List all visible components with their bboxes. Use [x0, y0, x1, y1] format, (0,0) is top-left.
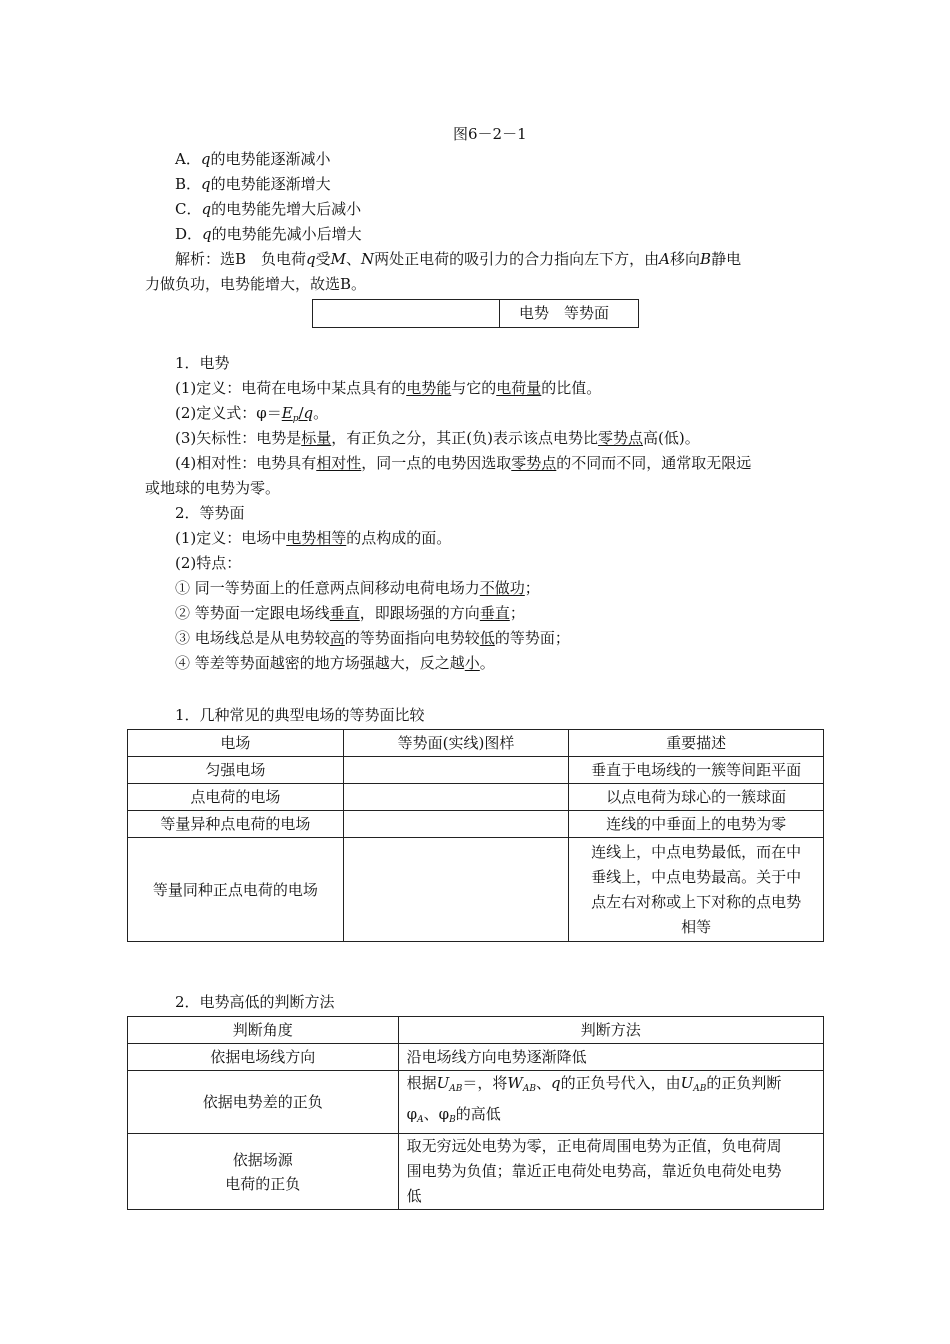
table-row — [128, 1071, 824, 1134]
section1-vector: (3)矢标性：电势是标量，有正负之分，其正(负)表示该点电势比零势点高(低)。 — [175, 429, 700, 447]
equipotential-comparison-table — [127, 729, 824, 942]
table-header: 等势面(实线)图样 — [343, 730, 569, 757]
table-row — [128, 1044, 824, 1071]
table-cell: 依据电势差的正负 — [128, 1071, 399, 1134]
table-cell: 根据$U_{AB}=$，将$W_{AB}$、q的正负号代入，由$U_{AB}$的正负判断 $\varphi_A$、$\varphi_B$的高低 — [398, 1071, 823, 1134]
option-b: B．q的电势能逐渐增大 — [175, 175, 331, 193]
table-header: 判断角度 — [128, 1017, 399, 1044]
section2-feature-1: ① 同一等势面上的任意两点间移动电荷电场力不做功； — [175, 579, 540, 597]
table-cell: 连线的中垂面上的电势为零 — [569, 811, 824, 838]
section1-relativity: (4)相对性：电势具有相对性，同一点的电势因选取零势点的不同而不同，通常取无限远 — [175, 454, 752, 472]
table-cell — [343, 811, 569, 838]
table1-title: 1．几种常见的典型电场的等势面比较 — [175, 706, 425, 724]
analysis-line-2: 力做负功，电势能增大，故选B。 — [145, 275, 367, 293]
table2-title: 2．电势高低的判断方法 — [175, 993, 335, 1011]
option-c: C．q的电势能先增大后减小 — [175, 200, 362, 218]
table-header-row — [128, 730, 824, 757]
option-d: D．q的电势能先减小后增大 — [175, 225, 362, 243]
table-cell: 沿电场线方向电势逐渐降低 — [398, 1044, 823, 1071]
header-box-label: 电势 等势面 — [519, 304, 610, 322]
table-cell: 等量同种正点电荷的电场 — [128, 838, 344, 942]
section1-formula: (2)定义式：$\varphi=E_p/q$。 — [175, 404, 329, 424]
table-cell: 连线上，中点电势最低，而在中 垂线上，中点电势最高。关于中 点左右对称或上下对称的点电势 相等 — [569, 838, 824, 942]
table-cell — [343, 757, 569, 784]
table-row — [128, 1134, 824, 1210]
table-cell — [343, 838, 569, 942]
table-cell: 以点电荷为球心的一簇球面 — [569, 784, 824, 811]
table-cell: 匀强电场 — [128, 757, 344, 784]
header-box-divider — [499, 300, 500, 327]
table-cell — [343, 784, 569, 811]
section2-feature-2: ② 等势面一定跟电场线垂直，即跟场强的方向垂直； — [175, 604, 525, 622]
section2-features: (2)特点： — [175, 554, 242, 572]
figure-caption: 图6－2－1 — [453, 125, 527, 143]
table-cell: 依据电场线方向 — [128, 1044, 399, 1071]
section2-definition: (1)定义：电场中电势相等的点构成的面。 — [175, 529, 452, 547]
table-cell: 依据场源 电荷的正负 — [128, 1134, 399, 1210]
potential-judgment-table — [127, 1016, 824, 1210]
table-cell: 垂直于电场线的一簇等间距平面 — [569, 757, 824, 784]
formula-fraction: $E_p/q$ — [281, 404, 314, 424]
section1-relativity-line2: 或地球的电势为零。 — [145, 479, 281, 497]
section1-definition: (1)定义：电荷在电场中某点具有的电势能与它的电荷量的比值。 — [175, 379, 602, 397]
table-cell: 等量异种点电荷的电场 — [128, 811, 344, 838]
table-cell: 取无穷远处电势为零，正电荷周围电势为正值，负电荷周 围电势为负值；靠近正电荷处电势高，靠近负电荷处电势 低 — [398, 1134, 823, 1210]
table-header: 判断方法 — [398, 1017, 823, 1044]
table-cell: 点电荷的电场 — [128, 784, 344, 811]
header-box — [312, 299, 639, 328]
table-row — [128, 838, 824, 942]
section2-feature-4: ④ 等差等势面越密的地方场强越大，反之越小。 — [175, 654, 495, 672]
table-row — [128, 784, 824, 811]
section2-feature-3: ③ 电场线总是从电势较高的等势面指向电势较低的等势面； — [175, 629, 570, 647]
table-header: 重要描述 — [569, 730, 824, 757]
section1-title: 1．电势 — [175, 354, 230, 372]
analysis-line-1: 解析：选B 负电荷q受M、N两处正电荷的吸引力的合力指向左下方，由A移向B静电 — [175, 250, 742, 268]
section2-title: 2．等势面 — [175, 504, 245, 522]
table-header-row — [128, 1017, 824, 1044]
table-row — [128, 757, 824, 784]
table-row — [128, 811, 824, 838]
option-a: A．q的电势能逐渐减小 — [175, 150, 331, 168]
table-header: 电场 — [128, 730, 344, 757]
